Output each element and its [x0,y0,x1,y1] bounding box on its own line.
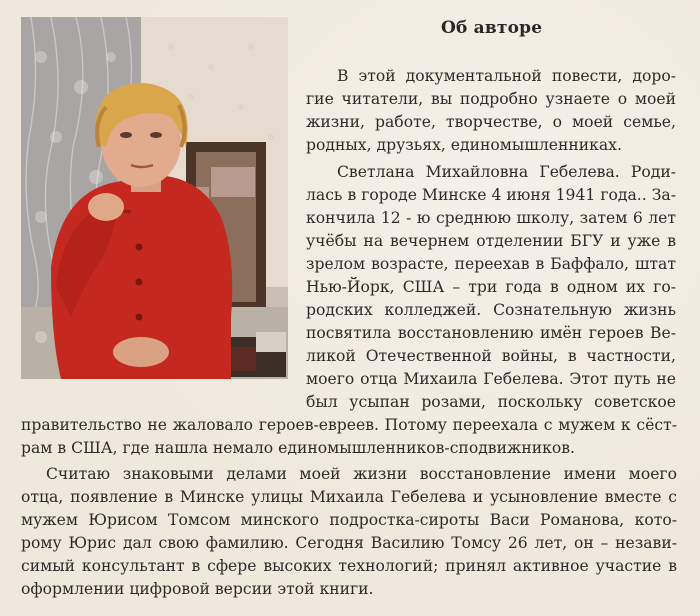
text-line: посвятила восстановлению имён героев Ве- [306,324,676,342]
text-line: правительство не жаловало героев-евреев. Потому переехала с мужем к сёст- [21,416,677,434]
text-line: учёбы на вечернем отделении БГУ и уже в [306,232,676,250]
text-line: гие читатели, вы подробно узнаете о моей [306,90,676,108]
text-line: рам в США, где нашла немало единомышленников-сподвижников. [21,439,575,457]
text-line: ликой Отечественной войны, в частности, [306,347,676,365]
author-portrait-image [21,17,288,379]
text-line: В этой документальной повести, доро- [337,67,676,85]
text-line: родных, друзьях, единомышленниках. [306,136,622,154]
text-line: Светлана Михайловна Гебелева. Роди- [337,163,676,181]
text-line: жизни, работе, творчестве, о моей семье, [306,113,676,131]
text-line: родских колледжей. Сознательную жизнь [306,301,676,319]
text-line: зрелом возрасте, переехав в Баффало, штат [306,255,676,273]
text-line: моего отца Михаила Гебелева. Этот путь не [306,370,676,388]
text-line: был усыпан розами, поскольку советское [306,393,676,411]
text-line: отца, появление в Минске улицы Михаила Гебелева и усыновление вместе с [21,488,677,506]
text-line: лась в городе Минске 4 июня 1941 года.. За- [306,186,676,204]
text-line: симый консультант в сфере высоких технологий; принял активное участие в [21,557,677,575]
text-line: Считаю знаковыми делами моей жизни восстановление имени моего [46,465,677,483]
text-line: кончила 12 - ю среднюю школу, затем 6 лет [306,209,676,227]
text-line: мужем Юрисом Томсом минского подростка-сироты Васи Романова, кото- [21,511,677,529]
author-photo [21,17,288,379]
text-line: рому Юрис дал свою фамилию. Сегодня Василию Томсу 26 лет, он – незави- [21,534,677,552]
text-line: Нью-Йорк, США – три года в одном их го- [306,278,676,296]
text-line: оформлении цифровой версии этой книги. [21,580,374,598]
page-title: Об авторе [441,18,543,38]
